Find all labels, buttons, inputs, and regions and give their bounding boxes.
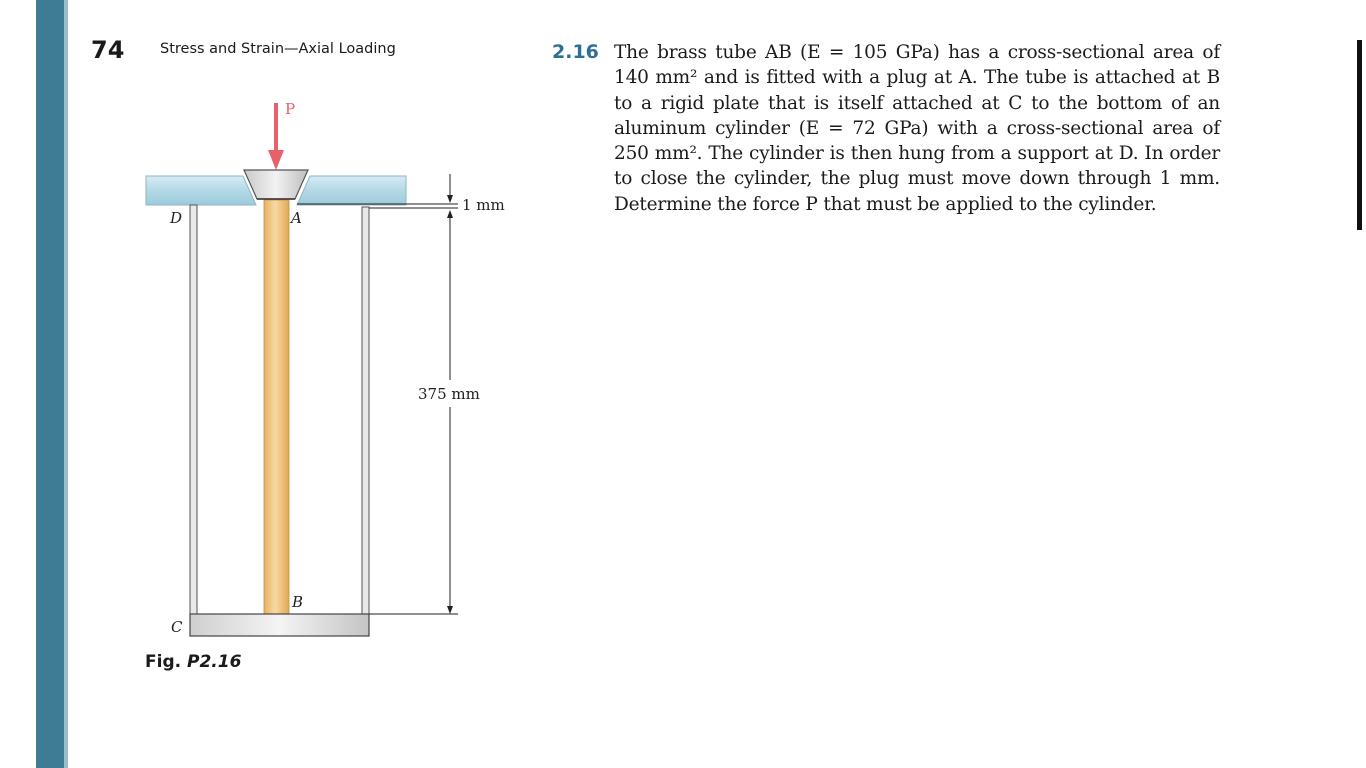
figure-caption	[145, 652, 241, 672]
problem-line: Determine the force P that must be applied to the cylinder.	[614, 193, 1157, 215]
load-arrow-head	[268, 150, 284, 170]
length-arrowhead-top	[447, 210, 453, 218]
page-number: 74	[91, 36, 125, 64]
problem-line: to a rigid plate that is itself attached at C to the bottom of an	[614, 92, 1220, 114]
problem-number: 2.16	[552, 41, 599, 63]
problem-line: 140 mm² and is fitted with a plug at A. The tube is attached at B	[614, 67, 1220, 89]
problem-line: The brass tube AB (E = 105 GPa) has a cross-sectional area of	[614, 42, 1220, 63]
label-d: D	[170, 209, 183, 227]
support-right	[297, 176, 406, 205]
cylinder-wall-right	[362, 207, 369, 615]
problem-line: aluminum cylinder (E = 72 GPa) with a cross-sectional area of	[614, 117, 1220, 139]
cylinder-wall-left	[190, 205, 197, 615]
problem-line: to close the cylinder, the plug must move down through 1 mm.	[614, 168, 1220, 190]
label-p: P	[285, 100, 296, 118]
label-length: 375 mm	[418, 385, 480, 403]
plug	[244, 170, 308, 199]
label-gap: 1 mm	[462, 196, 505, 214]
label-a: A	[291, 209, 302, 227]
length-arrowhead-bottom	[447, 606, 453, 614]
caption-prefix: Fig.	[145, 652, 182, 672]
rigid-plate	[190, 614, 369, 636]
brass-tube	[264, 200, 289, 614]
gap-arrowhead	[447, 195, 453, 203]
problem-line: 250 mm². The cylinder is then hung from a support at D. In order	[614, 143, 1220, 165]
caption-number: P2.16	[187, 652, 242, 672]
label-c: C	[171, 618, 183, 636]
running-head: Stress and Strain—Axial Loading	[160, 41, 396, 57]
label-b: B	[292, 593, 304, 611]
support-left	[146, 176, 256, 205]
